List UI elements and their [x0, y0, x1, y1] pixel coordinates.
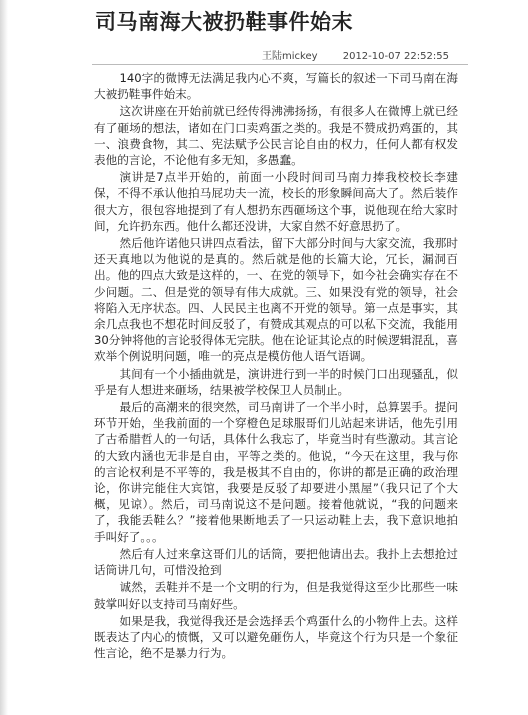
- author-name[interactable]: 王陆mickey: [262, 51, 318, 62]
- paragraph-7: 然后有人过来拿这哥们儿的话筒，要把他请出去。我扑上去想抢过话筒讲几句，可惜没抢到: [94, 546, 458, 578]
- paragraph-3: 演讲是7点半开始的，前面一小段时间司马南力捧我校校长李建保，不得不承认他拍马屁功夫一流，校长的形象瞬间高大了。然后装作很大方，很包容地提到了有人想扔东西砸场这个事，说他现在给大家时间，允许扔东西。他什么都还没讲，大家自然不好意思扔了。: [94, 170, 458, 233]
- paragraph-8: 诚然，丢鞋并不是一个文明的行为，但是我觉得这至少比那些一味鼓掌叫好以支持司马南好些。: [94, 580, 458, 611]
- paragraph-4: 然后他许诺他只讲四点看法，留下大部分时间与大家交流，我那时还天真地以为他说的是真的。然后就是他的长篇大论，冗长，漏洞百出。他的四点大致是这样的，一、在党的领导下，如今社会确实存在不少问题。二、但是党的领导有伟大成就。三、如果没有党的领导，社会将陷入无序状态。四、人民民主也离不开党的领导。第一点是事实，其余几点我也不想花时间反驳了，有赞成其观点的可以私下交流，我能用30分钟将他的言论驳得体无完肤。他在论证其论点的时候逻辑混乱，喜欢举个例说明问题，唯一的亮点是模仿他人语气语调。: [94, 236, 458, 364]
- paragraph-5: 其间有一个小插曲就是，演讲进行到一半的时候门口出现骚乱，似乎是有人想进来砸场，结果被学校保卫人员制止。: [94, 366, 458, 397]
- post-timestamp: 2012-10-07 22:52:55: [342, 51, 449, 62]
- paragraph-9: 如果是我，我觉得我还是会选择丢个鸡蛋什么的小物件上去。这样既表达了内心的愤慨，又可以避免砸伤人，毕竟这个行为只是一个象征性言论，绝不是暴力行为。: [94, 613, 458, 661]
- paragraph-6: 最后的高潮来的很突然，司马南讲了一个半小时，总算罢手。提问环节开始，坐我前面的一个穿橙色足球服哥们儿站起来讲话，他先引用了古希腊哲人的一句话，具体什么我忘了，毕竟当时有些激动。其言论的大致内涵也无非是自由，平等之类的。他说，“今天在这里，我与你的言论权利是不平等的，我是极其不自由的，你讲的都是正确的政治理论，你讲完能住大宾馆，我要是反驳了却要进小黑屋”（我只记了个大概，见谅）。然后，司马南说这不是问题。接着他就说，“我的问题来了，我能丢鞋么？”接着他果断地丢了一只运动鞋上去，我下意识地拍手叫好了。。。: [94, 400, 458, 544]
- paragraph-2: 这次讲座在开始前就已经传得沸沸扬扬，有很多人在微博上就已经有了砸场的想法，诸如在门口卖鸡蛋之类的。我是不赞成扔鸡蛋的，其一、浪费食物，其二、宪法赋予公民言论自由的权力，任何人都有权发表他的言论，不论他有多无知，多愚蠢。: [94, 104, 458, 168]
- paragraph-1: 140字的微博无法满足我内心不爽，写篇长的叙述一下司马南在海大被扔鞋事件始末。: [94, 71, 458, 102]
- article-title: 司马南海大被扔鞋事件始末: [95, 10, 353, 34]
- title-divider: [92, 64, 468, 65]
- article-meta: [262, 47, 449, 62]
- article-body: [94, 70, 458, 662]
